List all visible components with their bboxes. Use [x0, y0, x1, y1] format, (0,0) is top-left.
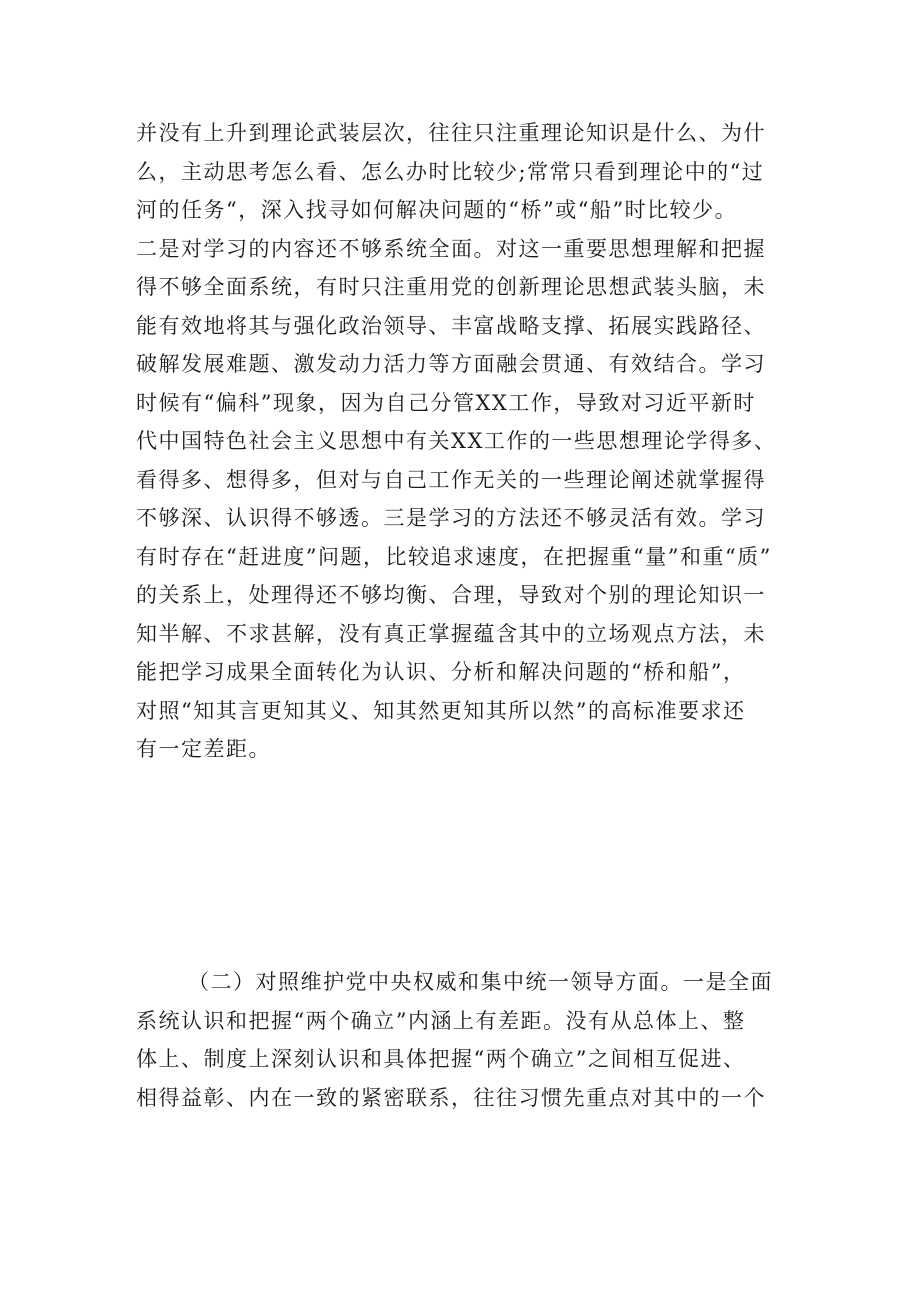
text-line: 对照“知其言更知其义、知其然更知其所以然”的高标准要求还	[136, 698, 746, 723]
text-line: 看得多、想得多，但对与自己工作无关的一些理论阐述就掌握得	[136, 467, 766, 492]
paragraph-central-authority	[136, 963, 796, 1117]
text-line: 时候有“偏科”现象，因为自己分管XX工作，导致对习近平新时	[136, 390, 756, 415]
text-line: 的关系上，处理得还不够均衡、合理，导致对个别的理论知识一	[136, 583, 766, 607]
text-line: 能有效地将其与强化政治领导、丰富战略支撑、拓展实践路径、	[136, 313, 766, 338]
text-line: 相得益彰、内在一致的紧密联系，往往习惯先重点对其中的一个	[136, 1085, 766, 1110]
text-line: 系统认识和把握“两个确立”内涵上有差距。没有从总体上、整	[136, 1008, 746, 1033]
text-line: 并没有上升到理论武装层次，往往只注重理论知识是什么、为什	[136, 121, 766, 145]
text-line: 体上、制度上深刻认识和具体把握“两个确立”之间相互促进、	[136, 1047, 746, 1071]
text-line: 代中国特色社会主义思想中有关XX工作的一些思想理论学得多、	[136, 429, 777, 453]
paragraph-study-shortcomings	[136, 114, 796, 769]
text-line: 得不够全面系统，有时只注重用党的创新理论思想武装头脑，未	[136, 275, 766, 299]
text-line: 破解发展难题、激发动力活力等方面融会贯通、有效结合。学习	[136, 352, 766, 376]
text-line: 有一定差距。	[136, 737, 271, 761]
text-line: 有时存在“赶进度”问题，比较追求速度，在把握重“量”和重“质”	[136, 544, 772, 569]
text-line: 河的任务“，深入找寻如何解决问题的“桥”或“船”时比较少。	[136, 198, 738, 222]
text-line: 能把学习成果全面转化为认识、分析和解决问题的“桥和船”，	[136, 660, 746, 684]
section-heading-line: （二）对照维护党中央权威和集中统一领导方面。一是全面	[188, 970, 773, 994]
text-line: 知半解、不求甚解，没有真正掌握蕴含其中的立场观点方法，未	[136, 621, 766, 646]
text-line: 二是对学习的内容还不够系统全面。对这一重要思想理解和把握	[136, 236, 766, 261]
text-line: 么，主动思考怎么看、怎么办时比较少;常常只看到理论中的“过	[136, 159, 765, 184]
text-line: 不够深、认识得不够透。三是学习的方法还不够灵活有效。学习	[136, 506, 766, 530]
